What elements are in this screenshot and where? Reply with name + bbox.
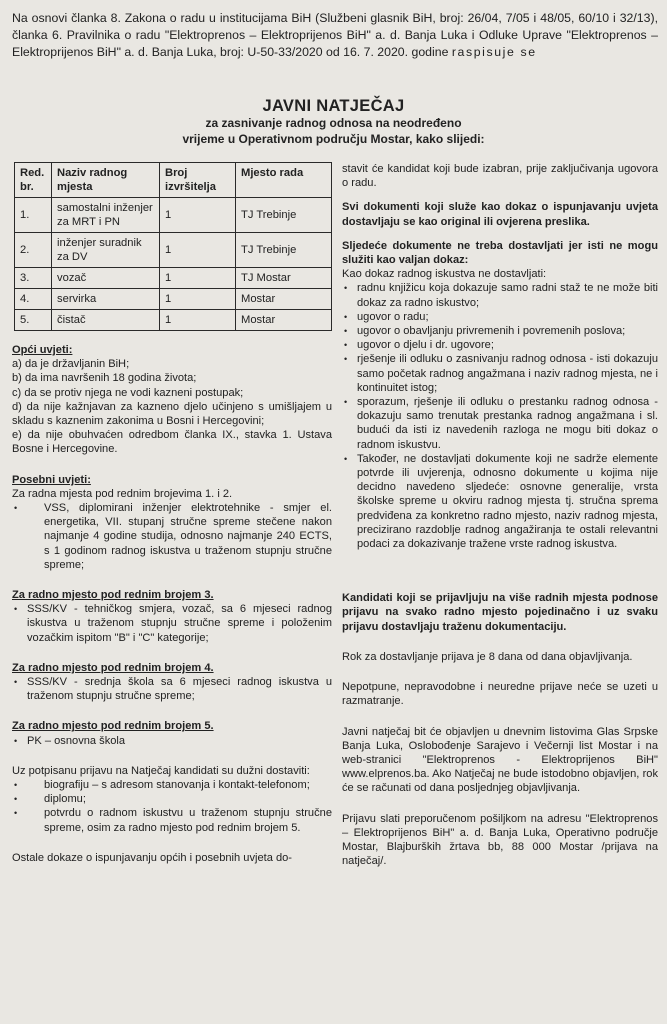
incomplete-text: Nepotpune, nepravodobne i neuredne prijave neće se uzeti u razmatranje. <box>342 681 658 708</box>
cell-name: samostalni inženjer za MRT i PN <box>52 198 160 233</box>
list-item: • VSS, diplomirani inženjer elektrotehnike - smjer el. energetika, VII. stupanj stručne spreme stečene nakon najmanje 4 godine studija, odnosno najmanje 240 ECTS, s 1 godinom radnog iskustva u traženom stupnju stručne spreme; <box>12 501 332 572</box>
table-row <box>15 310 332 331</box>
application-list <box>12 778 332 835</box>
cell-place: TJ Trebinje <box>236 233 332 268</box>
invalid-documents-note: Sljedeće dokumente ne treba dostavljati jer isti ne mogu služiti kao valjan dokaz: <box>342 239 658 267</box>
general-item: e) da nije obuhvaćen odredbom članka IX., stavka 1. Ustava Bosne i Hercegovine. <box>12 429 332 456</box>
preamble <box>12 10 658 60</box>
positions-table <box>14 162 332 331</box>
list-item: • SSS/KV - tehničkog smjera, vozač, sa 6 mjeseci radnog iskustva u traženom stupnju stručne spreme i položenim vozačkim ispitom "B" i "C" kategorije; <box>12 602 332 645</box>
cell-name: servirka <box>52 289 160 310</box>
continuation-text: stavit će kandidat koji bude izabran, prije zaključivanja ugovora o radu. <box>342 163 658 190</box>
list-item: • rješenje ili odluku o zasnivanju radnog odnosa - isti dokazuju samo početak radnog angažmana i naziv radnog mjesta, ne i kontinuitet istog; <box>342 352 658 395</box>
cell-no: 2. <box>15 233 52 268</box>
special-list-5 <box>12 734 332 748</box>
cell-place: Mostar <box>236 310 332 331</box>
cell-count: 1 <box>160 268 236 289</box>
cell-name: čistač <box>52 310 160 331</box>
cell-no: 1. <box>15 198 52 233</box>
list-item: • potvrdu o radnom iskustvu u traženom stupnju stručne spreme, osim za radno mjesto pod rednim brojem 5. <box>12 806 332 834</box>
cell-count: 1 <box>160 233 236 268</box>
special-list-3 <box>12 602 332 645</box>
table-row <box>15 198 332 233</box>
special-list-1-2 <box>12 501 332 572</box>
header-name: Naziv radnog mjesta <box>52 163 160 198</box>
table-header-row <box>15 163 332 198</box>
header-count: Broj izvršitelja <box>160 163 236 198</box>
page-subtitle <box>0 116 667 147</box>
cell-no: 3. <box>15 268 52 289</box>
heading-position-3: Za radno mjesto pod rednim brojem 3. <box>12 589 214 602</box>
application-intro: Uz potpisanu prijavu na Natječaj kandidati su dužni dostaviti: <box>12 764 310 777</box>
cell-place: TJ Mostar <box>236 268 332 289</box>
list-item: • ugovor o obavljanju privremenih i povremenih poslova; <box>342 324 658 338</box>
cell-name: inženjer suradnik za DV <box>52 233 160 268</box>
list-item: • diplomu; <box>12 792 332 806</box>
cell-count: 1 <box>160 289 236 310</box>
cell-count: 1 <box>160 198 236 233</box>
general-item: c) da se protiv njega ne vodi kazneni postupak; <box>12 386 244 399</box>
send-address-text: Prijavu slati preporučenom pošiljkom na adresu "Elektroprenos – Elektroprijenos BiH" a. d. Banja Luka, Operativno područje Mostar, Blajburških žrtava bb, 88 000 Mostar /prijava na natječaj/. <box>342 812 658 868</box>
general-item: a) da je državljanin BiH; <box>12 358 130 371</box>
publish-text: Javni natječaj bit će objavljen u dnevnim listovima Glas Srpske Banja Luka, Oslobođenje Sarajevo i Večernji list Mostar i na web-stranici "Elektroprenos - Elektroprijenos BiH" www.elprenos.ba. Ako Natječaj ne bude istodobno objavljen, rok će se računati od dana posljednjeg objavljivanja. <box>342 725 658 795</box>
list-item: • ugovor o radu; <box>342 310 658 324</box>
general-item: b) da ima navršenih 18 godina života; <box>12 372 197 385</box>
heading-position-5: Za radno mjesto pod rednim brojem 5. <box>12 720 214 733</box>
cell-count: 1 <box>160 310 236 331</box>
subtitle-line-2: vrijeme u Operativnom području Mostar, kako slijedi: <box>182 131 485 146</box>
list-item: • Također, ne dostavljati dokumente koji ne sadrže elemente potvrde ili uvjerenja, odnosno dokumente u kojima nije decidno navedeno sljedeće: osnovne generalije, vrsta školske spreme u okviru radnog mjesta tj. stručna sprema predviđena za konkretno radno mjesto, naziv radnog mjesta, precizirano razdoblje radnog angažiranja te ostali relevantni podaci za dokazivanje tražene vrste radnog iskustva. <box>342 452 658 551</box>
header-place: Mjesto rada <box>236 163 332 198</box>
general-item: d) da nije kažnjavan za kazneno djelo učinjeno s umišljajem u skladu s kaznenim zakonima u Bosni i Hercegovini; <box>12 400 332 428</box>
list-item: • sporazum, rješenje ili odluku o prestanku radnog odnosa - dokazuju samo trenutak prestanka radnog angažmana i sl. budući da isti iz navedenih razloga ne mogu biti dokaz o radnom iskustvu. <box>342 395 658 452</box>
preamble-rasp: raspisuje se <box>451 44 537 59</box>
list-item: • SSS/KV - srednja škola sa 6 mjeseci radnog iskustva u traženom stupnju stručne spreme; <box>12 675 332 703</box>
heading-position-4: Za radno mjesto pod rednim brojem 4. <box>12 661 214 674</box>
list-item: • radnu knjižicu koja dokazuje samo radni staž te ne može biti dokaz za radno iskustvo; <box>342 281 658 309</box>
left-column <box>12 162 332 865</box>
other-evidence-start: Ostale dokaze o ispunjavanju općih i posebnih uvjeta do- <box>12 851 292 864</box>
list-item: • ugovor o djelu i dr. ugovore; <box>342 338 658 352</box>
preamble-text: Na osnovi članka 8. Zakona o radu u institucijama BiH (Službeni glasnik BiH, broj: 26/04, 7/05 i 48/05, 60/10 i 32/13), članka 6. Pravilnika o radu "Elektroprenos – Elektroprijenos BiH" a. d. Banja Luka i Odluke Uprave "Elektroprenos – Elektroprijenos BiH" a. d. Banja Luka, broj: U-50-33/2020 od 16. 7. 2020. godine <box>12 11 658 59</box>
table-row <box>15 289 332 310</box>
special-conditions-title: Posebni uvjeti: <box>12 473 91 486</box>
special-intro: Za radna mjesta pod rednim brojevima 1. i 2. <box>12 487 233 500</box>
list-item: • biografiju – s adresom stanovanja i kontakt-telefonom; <box>12 778 332 792</box>
page-title: JAVNI NATJEČAJ <box>262 97 405 115</box>
special-list-4 <box>12 675 332 703</box>
experience-list <box>342 281 658 551</box>
general-conditions-title: Opći uvjeti: <box>12 344 73 356</box>
subtitle-line-1: za zasnivanje radnog odnosa na neodređeno <box>205 116 462 130</box>
experience-intro: Kao dokaz radnog iskustva ne dostavljati: <box>342 268 547 281</box>
cell-place: TJ Trebinje <box>236 198 332 233</box>
right-column <box>342 162 658 868</box>
list-item: • PK – osnovna škola <box>12 734 332 748</box>
cell-name: vozač <box>52 268 160 289</box>
deadline-text: Rok za dostavljanje prijava je 8 dana od dana objavljivanja. <box>342 650 633 663</box>
cell-no: 5. <box>15 310 52 331</box>
table-row <box>15 233 332 268</box>
cell-no: 4. <box>15 289 52 310</box>
original-copies-note: Svi dokumenti koji služe kao dokaz o ispunjavanju uvjeta dostavljaju se kao original ili ovjerena preslika. <box>342 201 658 228</box>
table-row <box>15 268 332 289</box>
header-no: Red. br. <box>15 163 52 198</box>
multiple-applications-note: Kandidati koji se prijavljuju na više radnih mjesta podnose prijavu na svako radno mjesto pojedinačno i uz svaku prijavu dostavljaju traženu dokumentaciju. <box>342 592 658 633</box>
cell-place: Mostar <box>236 289 332 310</box>
